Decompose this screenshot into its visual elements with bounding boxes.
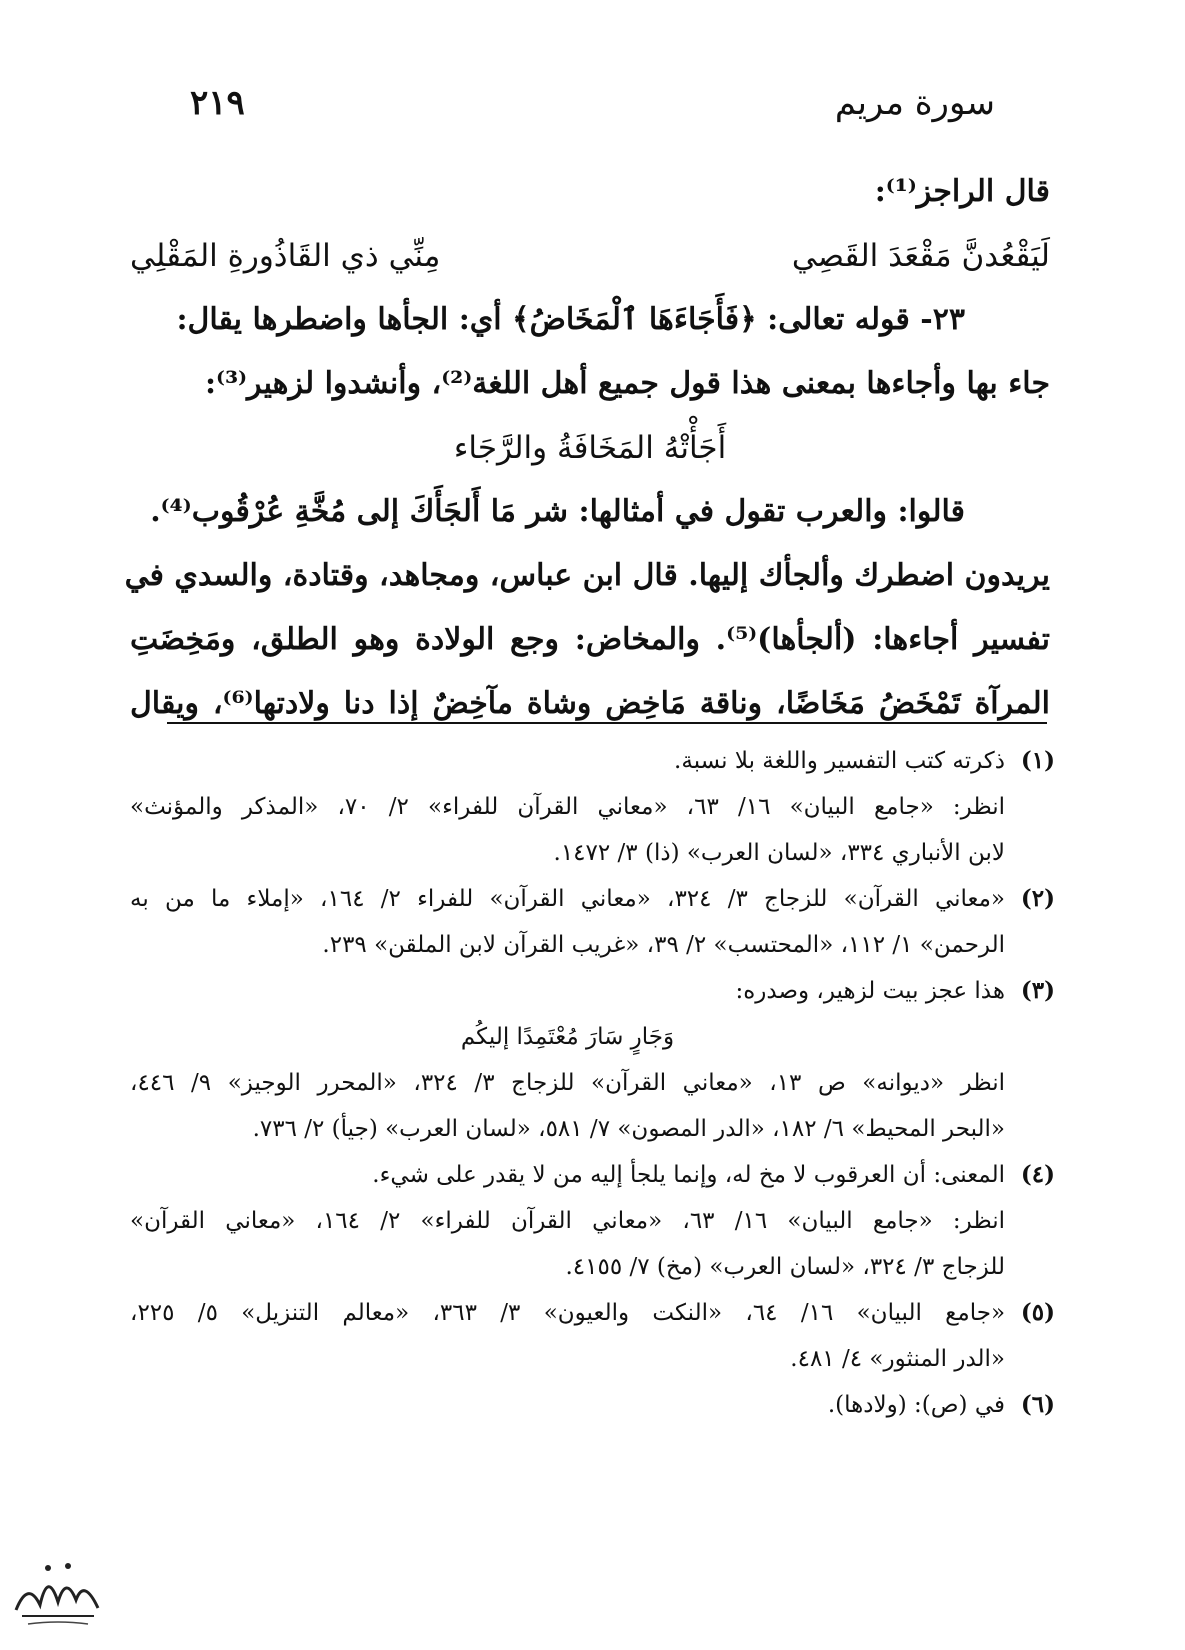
poetry-verse: أَجَأْتْهُ المَخَافَةُ والرَّجَاء	[453, 430, 727, 466]
verse-first-hemistich: لَيَقْعُدنَّ مَقْعَدَ القَصِي	[791, 238, 1050, 274]
footnote-line: «جامع البيان» ١٦/ ٦٤، «النكت والعيون» ٣/ ٣٦٣، «معالم التنزيل» ٥/ ٢٢٥،	[130, 1300, 1006, 1326]
footnote-body	[130, 1382, 1005, 1428]
main-text	[124, 160, 1051, 736]
verse-second-hemistich: مِنِّي ذي القَاذُورةِ المَقْلِي	[130, 238, 441, 274]
footnotes	[130, 738, 1055, 1428]
page-number: ٢١٩	[190, 83, 245, 123]
footnote	[130, 738, 1055, 876]
footnote-line: المعنى: أن العرقوب لا مخ له، وإنما يلجأ إليه من لا يقدر على شيء.	[372, 1162, 1005, 1188]
footnote	[130, 1152, 1055, 1290]
footnote-number: (٦)	[1020, 1391, 1055, 1418]
footnote	[130, 1382, 1055, 1428]
surah-name: سورة مريم	[834, 83, 995, 123]
footnote-line: لابن الأنباري ٣٣٤، «لسان العرب» (ذا) ٣/ ١٤٧٢.	[553, 840, 1005, 866]
poetry-verse	[130, 224, 1050, 288]
footnote	[130, 1290, 1055, 1382]
footnote-line: انظر «ديوانه» ص ١٣، «معاني القرآن» للزجاج ٣/ ٣٢٤، «المحرر الوجيز» ٩/ ٤٤٦،	[130, 1070, 1005, 1096]
text-line: جاء بها وأجاءها بمعنى هذا قول جميع أهل اللغة⁽²⁾، وأنشدوا لزهير⁽³⁾:	[204, 366, 1050, 401]
footnote-line: ذكرته كتب التفسير واللغة بلا نسبة.	[674, 748, 1005, 774]
footnote-number: (١)	[1020, 747, 1055, 774]
footnote	[130, 968, 1055, 1152]
footnote-number: (٢)	[1020, 885, 1055, 912]
text-line: قال الراجز⁽¹⁾:	[874, 174, 1050, 209]
footnote-line: انظر: «جامع البيان» ١٦/ ٦٣، «معاني القرآن للفراء» ٢/ ١٦٤، «معاني القرآن»	[130, 1208, 1006, 1234]
footnote-body	[130, 968, 1005, 1152]
page-header	[190, 78, 995, 128]
footnote-number: (٣)	[1020, 977, 1055, 1004]
text-line: تفسير أجاءها: (ألجأها)⁽⁵⁾. والمخاض: وجع الولادة وهو الطلق، ومَخِضَتِ	[130, 622, 1051, 657]
footnote-number: (٤)	[1020, 1161, 1055, 1188]
footnote-body	[130, 1152, 1005, 1290]
footnote-line: الرحمن» ١/ ١١٢، «المحتسب» ٢/ ٣٩، «غريب القرآن لابن الملقن» ٢٣٩.	[322, 932, 1005, 958]
footnote	[130, 876, 1055, 968]
watermark-logo	[8, 1550, 108, 1630]
footnote-body	[130, 738, 1005, 876]
footnote-number: (٥)	[1020, 1299, 1055, 1326]
footnote-body	[130, 1290, 1005, 1382]
footnote-line: «معاني القرآن» للزجاج ٣/ ٣٢٤، «معاني القرآن» للفراء ٢/ ١٦٤، «إملاء ما من به	[130, 886, 1006, 912]
footnote-line: هذا عجز بيت لزهير، وصدره:	[735, 978, 1005, 1004]
text-line: يريدون اضطرك وألجأك إليها. قال ابن عباس، ومجاهد، وقتادة، والسدي في	[124, 558, 1050, 593]
text-line: ٢٣- قوله تعالى: ﴿فَأَجَاءَهَا ٱلْمَخَاضُ﴾ أي: الجأها واضطرها يقال:	[176, 302, 965, 337]
footnote-line: «الدر المنثور» ٤/ ٤٨١.	[790, 1346, 1005, 1372]
text-line: المرآة تَمْخَضُ مَخَاضًا، وناقة مَاخِض وشاة مآخِضٌ إذا دنا ولادتها⁽⁶⁾، ويقال	[130, 686, 1050, 721]
footnote-line: للزجاج ٣/ ٣٢٤، «لسان العرب» (مخ) ٧/ ٤١٥٥.	[565, 1254, 1005, 1280]
footnote-line: في (ص): (ولادها).	[827, 1392, 1005, 1418]
footnote-line: «البحر المحيط» ٦/ ١٨٢، «الدر المصون» ٧/ ٥٨١، «لسان العرب» (جيأ) ٢/ ٧٣٦.	[252, 1116, 1005, 1142]
text-line: قالوا: والعرب تقول في أمثالها: شر مَا أَلجَأَكَ إلى مُخَّةِ عُرْقُوب⁽⁴⁾.	[150, 494, 965, 529]
footnote-body	[130, 876, 1005, 968]
footnote-verse: وَجَارٍ سَارَ مُعْتَمِدًا إليكُم	[460, 1024, 675, 1050]
footnote-separator	[167, 722, 1047, 724]
footnote-line: انظر: «جامع البيان» ١٦/ ٦٣، «معاني القرآن للفراء» ٢/ ٧٠، «المذكر والمؤنث»	[130, 794, 1006, 820]
